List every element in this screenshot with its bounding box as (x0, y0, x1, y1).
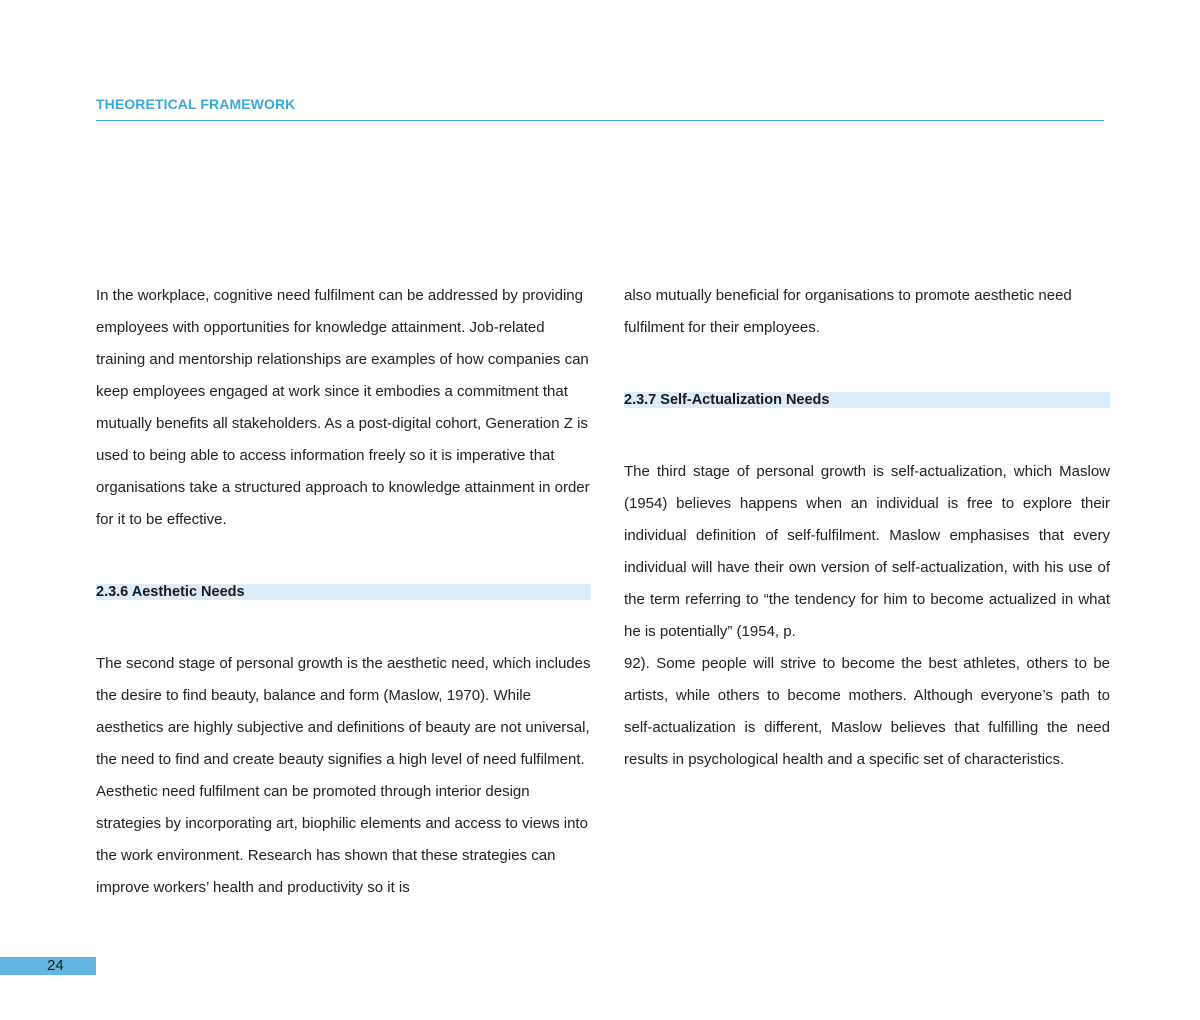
right-column (624, 280, 1110, 776)
section-heading-self-actualization-needs: 2.3.7 Self-Actualization Needs (624, 392, 1110, 408)
section-heading-aesthetic-needs: 2.3.6 Aesthetic Needs (96, 584, 591, 600)
body-paragraph-aesthetic-continued: also mutually beneficial for organisations to promote aesthetic need fulfilment for their employees. (624, 287, 1072, 336)
page-number-badge (0, 957, 96, 975)
left-column (96, 280, 591, 904)
body-paragraph-aesthetic: The second stage of personal growth is the aesthetic need, which includes the desire to find beauty, balance and form (Maslow, 1970). While aesthetics are highly subjective and definitions of beauty are not universal, the need to find and create beauty signifies a high level of need fulfilment. Aesthetic need fulfilment can be promoted through interior design strategies by incorporating art, biophilic elements and access to views into the work environment. Research has shown that these strategies can improve workers’ health and productivity so it is (96, 655, 591, 896)
running-header-title: THEORETICAL FRAMEWORK (96, 96, 296, 112)
page-number: 24 (47, 957, 64, 974)
body-paragraph-self-actualization-continued: 92). Some people will strive to become the best athletes, others to be artists, while others to become mothers. Although everyone’s path to self-actualization is different, Maslow believes that fulfilling the need results in psychological health and a specific set of characteristics. (624, 655, 1110, 768)
body-paragraph-cognitive: In the workplace, cognitive need fulfilment can be addressed by providing employees with opportunities for knowledge attainment. Job-related training and mentorship relationships are examples of how companies can keep employees engaged at work since it embodies a commitment that mutually benefits all stakeholders. As a post-digital cohort, Generation Z is used to being able to access information freely so it is imperative that organisations take a structured approach to knowledge attainment in order for it to be effective. (96, 287, 590, 528)
header-divider (96, 120, 1104, 121)
body-paragraph-self-actualization: The third stage of personal growth is self-actualization, which Maslow (1954) believes happens when an individual is free to explore their individual definition of self-fulfilment. Maslow emphasises that every individual will have their own version of self-actualization, with his use of the term referring to “the tendency for him to become actualized in what he is potentially” (1954, p. (624, 463, 1110, 640)
